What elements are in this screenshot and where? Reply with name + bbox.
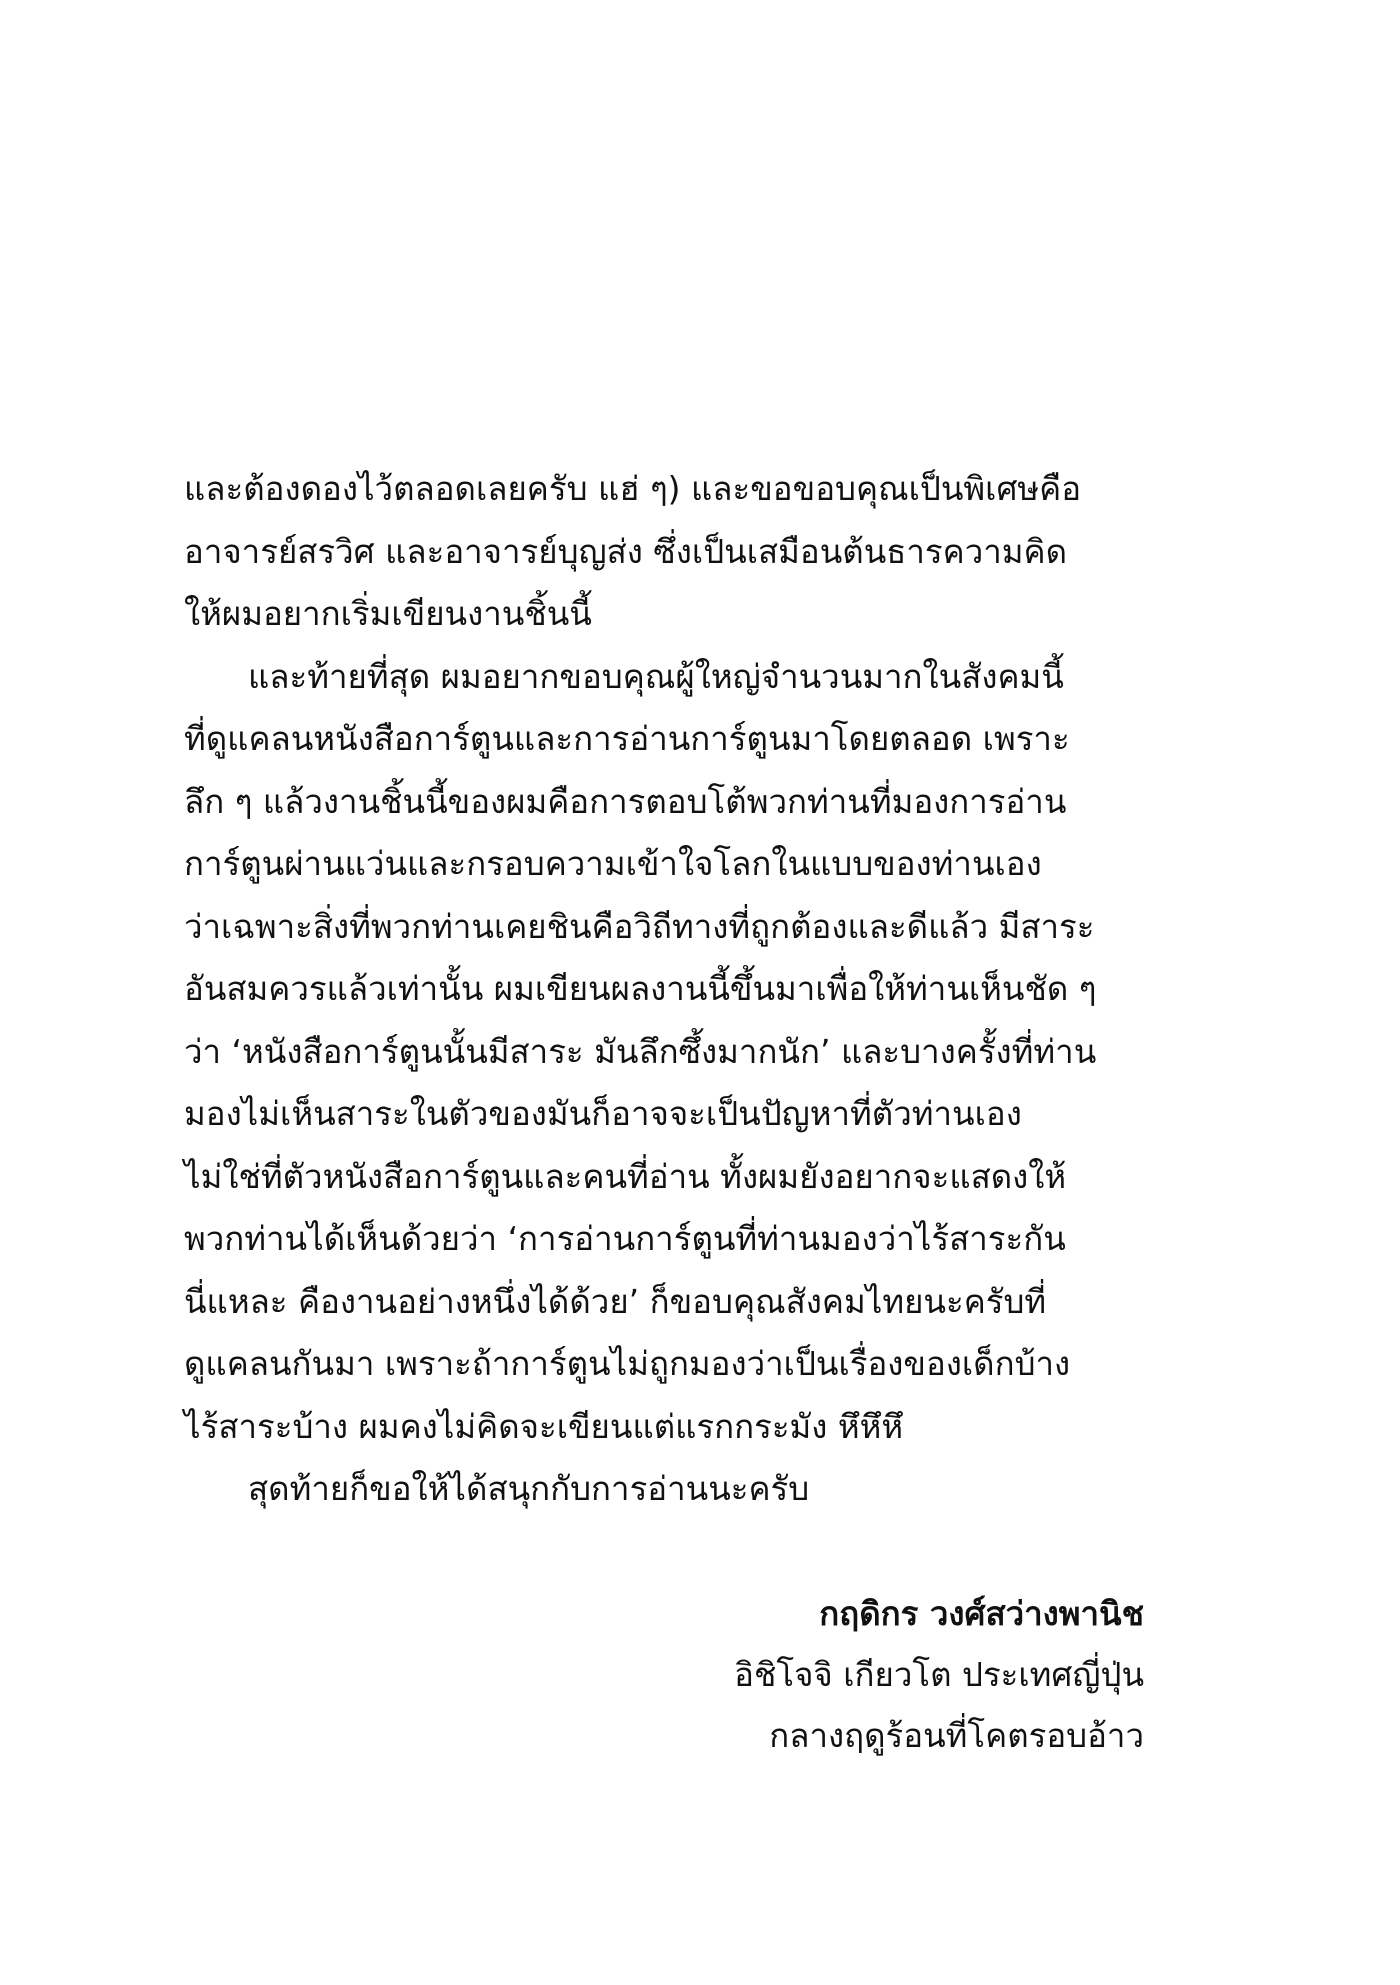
- body-line: ที่ดูแคลนหนังสือการ์ตูนและการอ่านการ์ตูนมาโดยตลอด เพราะ: [184, 719, 1070, 758]
- signature-place: อิชิโจจิ เกียวโต ประเทศญี่ปุ่น: [734, 1655, 1144, 1694]
- body-line: อันสมควรแล้วเท่านั้น ผมเขียนผลงานนี้ขึ้นมาเพื่อให้ท่านเห็นชัด ๆ: [184, 969, 1097, 1008]
- body-line: ลึก ๆ แล้วงานชิ้นนี้ของผมคือการตอบโต้พวกท่านที่มองการอ่าน: [184, 781, 1067, 821]
- body-line: นี่แหละ คืองานอย่างหนึ่งได้ด้วย’ ก็ขอบคุณสังคมไทยนะครับที่: [184, 1281, 1047, 1321]
- body-line: พวกท่านได้เห็นด้วยว่า ‘การอ่านการ์ตูนที่ท่านมองว่าไร้สาระกัน: [184, 1219, 1066, 1258]
- author-name: กฤดิกร วงศ์สว่างพานิช: [819, 1594, 1144, 1633]
- body-line: ดูแคลนกันมา เพราะถ้าการ์ตูนไม่ถูกมองว่าเป็นเรื่องของเด็กบ้าง: [184, 1344, 1071, 1383]
- body-line: ให้ผมอยากเริ่มเขียนงานชิ้นนี้: [184, 594, 592, 633]
- body-line: ไร้สาระบ้าง ผมคงไม่คิดจะเขียนแต่แรกกระมัง หึหึหึ: [184, 1406, 904, 1446]
- body-line: มองไม่เห็นสาระในตัวของมันก็อาจจะเป็นปัญหาที่ตัวท่านเอง: [184, 1094, 1022, 1133]
- body-text: [184, 458, 1144, 1521]
- paragraph-start-line: และท้ายที่สุด ผมอยากขอบคุณผู้ใหญ่จำนวนมากในสังคมนี้: [248, 656, 1064, 696]
- body-line: ไม่ใช่ที่ตัวหนังสือการ์ตูนและคนที่อ่าน ทั้งผมยังอยากจะแสดงให้: [184, 1156, 1067, 1196]
- body-line: อาจารย์สรวิศ และอาจารย์บุญส่ง ซึ่งเป็นเสมือนต้นธารความคิด: [184, 531, 1068, 571]
- body-line: และต้องดองไว้ตลอดเลยครับ แฮ่ ๆ) และขอขอบคุณเป็นพิเศษคือ: [184, 469, 1082, 508]
- paragraph-start-line: สุดท้ายก็ขอให้ได้สนุกกับการอ่านนะครับ: [248, 1469, 810, 1508]
- body-line: ว่าเฉพาะสิ่งที่พวกท่านเคยชินคือวิถีทางที่ถูกต้องและดีแล้ว มีสาระ: [184, 906, 1095, 946]
- signature-time: กลางฤดูร้อนที่โคตรอบอ้าว: [769, 1716, 1144, 1755]
- signature-block: [734, 1583, 1144, 1766]
- body-line: ว่า ‘หนังสือการ์ตูนนั้นมีสาระ มันลึกซึ้งมากนัก’ และบางครั้งที่ท่าน: [184, 1031, 1097, 1071]
- body-line: การ์ตูนผ่านแว่นและกรอบความเข้าใจโลกในแบบของท่านเอง: [184, 844, 1042, 883]
